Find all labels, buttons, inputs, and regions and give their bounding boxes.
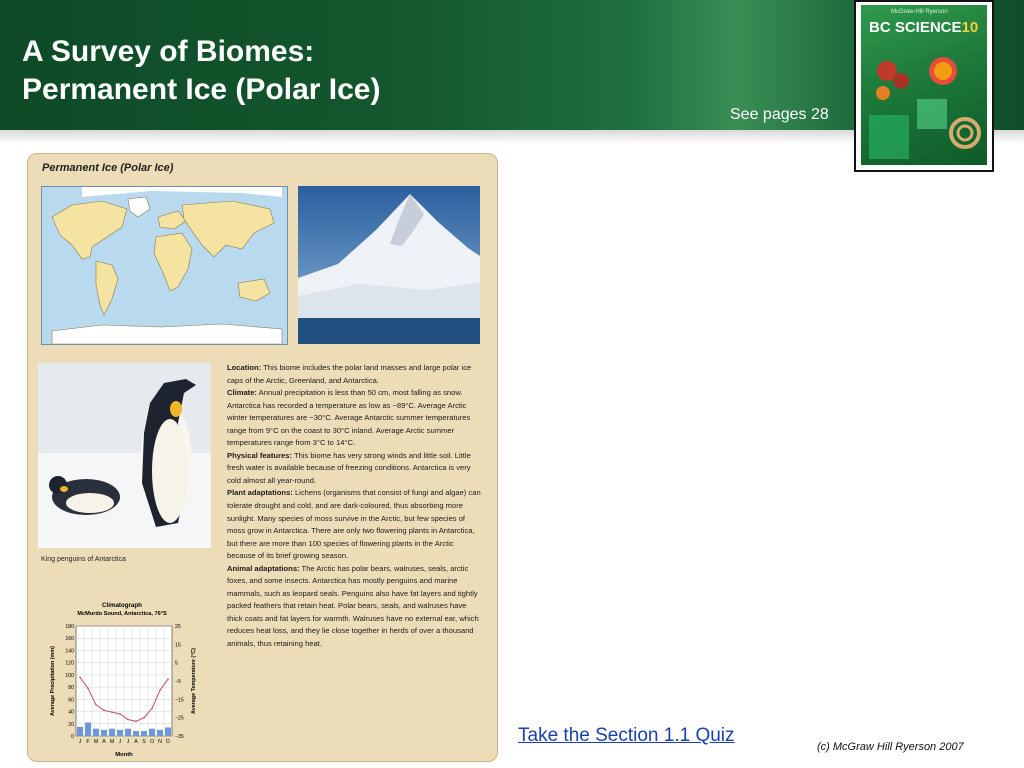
- mountain-graphic: [298, 186, 480, 344]
- temperature-point: [119, 713, 121, 715]
- x-tick-label: O: [149, 739, 155, 745]
- physical-label: Physical features:: [227, 450, 292, 460]
- y2-tick-label: −35: [175, 734, 184, 740]
- temperature-point: [87, 688, 89, 690]
- y2-tick-label: −5: [175, 679, 181, 685]
- world-map-graphic: [42, 187, 287, 344]
- x-axis-label: Month: [115, 752, 133, 758]
- climate-label: Climate:: [227, 388, 257, 398]
- cover-sun-core: [934, 62, 952, 80]
- penguin-graphic: [38, 363, 211, 548]
- cover-cells: [917, 99, 947, 129]
- world-map: [41, 186, 288, 345]
- x-tick-label: S: [142, 739, 146, 745]
- precip-bar: [77, 727, 83, 736]
- y-tick-label: 0: [71, 734, 74, 740]
- y2-axis-label: Average Temperature (°C): [191, 648, 197, 714]
- temperature-point: [103, 710, 105, 712]
- penguin-photo: [38, 363, 211, 548]
- y-tick-label: 60: [68, 697, 74, 704]
- cover-fossil: [951, 119, 979, 147]
- y-axis-label: Average Precipitation (mm): [50, 646, 56, 716]
- temperature-point: [127, 719, 129, 721]
- chart-title: Climatograph: [102, 602, 142, 609]
- location-text: This biome includes the polar land masses and large polar ice caps of the Arctic, Greenland, and Antarctica.: [227, 363, 472, 385]
- temperature-point: [151, 708, 153, 710]
- panel-title: Permanent Ice (Polar Ice): [42, 162, 174, 174]
- precip-bar: [133, 731, 139, 736]
- precip-bar: [125, 729, 131, 736]
- textbook-title-text: BC SCIENCE: [869, 19, 962, 36]
- textbook-cover: [854, 0, 994, 172]
- see-pages-label: See pages 28: [730, 106, 829, 123]
- mountain-photo: [298, 186, 480, 344]
- biome-panel: [27, 153, 498, 762]
- slide-title-line1: A Survey of Biomes:: [22, 35, 315, 68]
- climatograph-chart: [42, 600, 202, 758]
- slide-title: [22, 33, 380, 109]
- precip-bar: [157, 730, 163, 736]
- precip-bar: [101, 730, 107, 736]
- biome-description: [227, 362, 483, 651]
- x-tick-label: F: [86, 739, 90, 745]
- cover-berry: [876, 86, 890, 100]
- temperature-point: [143, 717, 145, 719]
- plant-text: Lichens (organisms that consist of fungi and algae) can tolerate drought and cold, and are dark-coloured, thus absorbing more sunlight. Many species of moss survive in the Arctic, but few species of moss grow in Antarctica. There are only two flowering plants in Antarctica, but there are more than 100 species of flowering plants in the Arctic because of its brief growing season.: [227, 488, 481, 561]
- temperature-point: [135, 721, 137, 723]
- y2-tick-label: 15: [175, 642, 181, 649]
- climate-text: Annual precipitation is less than 50 cm, most falling as snow. Antarctica has recorded a temperature as low as −89°C. Average Arctic winter temperatures are −30°C. Average Antarctic summer temperatures range from 9°C on the coast to 30°C inland. Average Arctic summer temperatures range from 3°C to 14°C.: [227, 388, 471, 448]
- x-tick-label: M: [93, 739, 99, 745]
- y2-tick-label: −25: [175, 715, 184, 722]
- y-tick-label: 80: [68, 685, 74, 692]
- cover-berry: [893, 73, 909, 89]
- y-tick-label: 180: [65, 624, 74, 630]
- animal-label: Animal adaptations:: [227, 563, 300, 573]
- x-tick-label: N: [158, 739, 162, 745]
- x-tick-label: J: [126, 739, 130, 745]
- precip-bar: [165, 727, 171, 736]
- copyright-text: (c) McGraw Hill Ryerson 2007: [817, 741, 964, 753]
- y2-tick-label: 5: [175, 660, 178, 667]
- temperature-point: [95, 704, 97, 706]
- y-tick-label: 140: [65, 648, 74, 655]
- physical-text: This biome has very strong winds and little soil. Little fresh water is available because of freezing conditions. Antarctica is very cold almost all year-round.: [227, 450, 471, 485]
- slide-title-line2: Permanent Ice (Polar Ice): [22, 73, 381, 106]
- textbook-brand: McGraw-Hill Ryerson: [891, 9, 948, 15]
- y2-tick-label: −15: [175, 697, 184, 704]
- precip-bar: [93, 729, 99, 736]
- photo-caption: King penguins of Antarctica: [41, 556, 126, 563]
- x-tick-label: A: [102, 739, 106, 745]
- climatograph: [42, 600, 202, 758]
- x-tick-label: A: [134, 739, 138, 745]
- temperature-point: [159, 689, 161, 691]
- y2-tick-label: 25: [175, 624, 181, 630]
- textbook-title-number: 10: [961, 19, 979, 36]
- temperature-point: [79, 677, 81, 679]
- x-tick-label: J: [118, 739, 122, 745]
- y-tick-label: 40: [68, 709, 74, 716]
- animal-text: The Arctic has polar bears, walruses, seals, arctic foxes, and some insects. Antarctica has mostly penguins and marine mammals, such as leopard seals. Penguins also have fat layers and tightly packed feathers that retain heat. Polar bears, seals, and walruses have thick coats and fat layers for warmth. Walruses have no external ear, which reduces heat loss, and they lie close together in herds of over a thousand animals, thus retaining heat.: [227, 563, 479, 649]
- antarctica: [52, 324, 282, 344]
- x-tick-label: J: [78, 739, 82, 745]
- y-tick-label: 120: [65, 660, 74, 667]
- cover-photos: [861, 5, 987, 165]
- x-tick-label: M: [109, 739, 115, 745]
- precip-bar: [109, 729, 115, 736]
- temperature-point: [167, 678, 169, 680]
- chart-subtitle: McMurdo Sound, Antarctica, 76°S: [77, 611, 167, 617]
- precip-bar: [85, 723, 91, 736]
- y-tick-label: 100: [65, 672, 74, 679]
- cover-leaves: [869, 115, 909, 159]
- precip-bar: [141, 731, 147, 736]
- y-tick-label: 20: [68, 721, 74, 728]
- cover-fossil-inner: [958, 126, 972, 140]
- y-tick-label: 160: [65, 636, 74, 643]
- quiz-link[interactable]: Take the Section 1.1 Quiz: [518, 725, 735, 746]
- precip-bar: [117, 730, 123, 736]
- temperature-point: [111, 711, 113, 713]
- location-label: Location:: [227, 363, 262, 372]
- textbook-cover-art: [861, 5, 987, 165]
- precip-bar: [149, 729, 155, 736]
- plant-label: Plant adaptations:: [227, 488, 293, 498]
- x-tick-label: D: [166, 739, 170, 745]
